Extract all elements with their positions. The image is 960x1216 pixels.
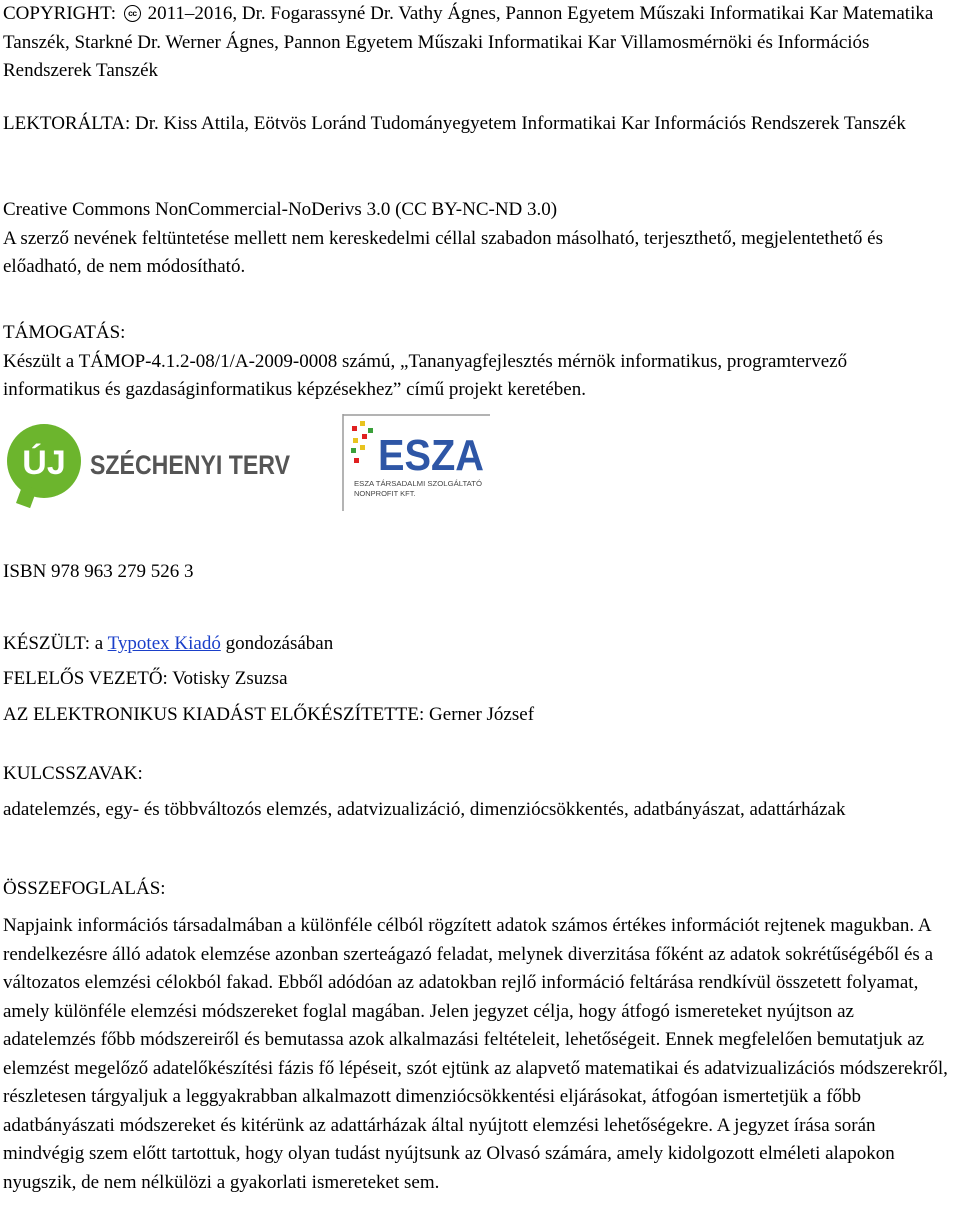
szechenyi-terv-logo	[6, 418, 324, 510]
support-text: Készült a TÁMOP-4.1.2-08/1/A-2009-0008 számú, „Tananyagfejlesztés mérnök informatikus, programtervező informatikus és gazdaságinformatikus képzésekhez” című projekt keretében.	[3, 350, 848, 400]
isbn: ISBN 978 963 279 526 3	[3, 561, 194, 582]
license-paragraph	[3, 196, 948, 282]
esza-square-green-2	[351, 448, 356, 453]
copyright-label: COPYRIGHT:	[3, 3, 117, 24]
electronic-edition-label: AZ ELEKTRONIKUS KIADÁST ELŐKÉSZÍTETTE:	[3, 704, 425, 725]
summary-label: ÖSSZEFOGLALÁS:	[3, 878, 166, 899]
szechenyi-terv-text: SZÉCHENYI TERV	[90, 450, 324, 480]
esza-square-green	[368, 428, 373, 433]
reviewer-label: LEKTORÁLTA:	[3, 113, 131, 134]
logo-row	[0, 414, 960, 514]
esza-square-red-3	[354, 458, 359, 463]
esza-logo	[342, 414, 492, 511]
license-title: Creative Commons NonCommercial-NoDerivs 3.0 (CC BY-NC-ND 3.0)	[3, 199, 558, 220]
support-paragraph	[3, 319, 948, 405]
publisher-prefix: a	[94, 633, 104, 654]
esza-subtitle-1: ESZA TÁRSADALMI SZOLGÁLTATÓ	[354, 479, 483, 488]
creative-commons-icon: cc	[124, 5, 141, 22]
publisher-line	[3, 630, 948, 659]
publisher-label: KÉSZÜLT:	[3, 633, 91, 654]
keywords-label: KULCSSZAVAK:	[3, 763, 143, 784]
license-text: A szerző nevének feltüntetése mellett nem kereskedelmi céllal szabadon másolható, terjeszthető, megjelentethető és előadható, de nem módosítható.	[3, 227, 883, 277]
esza-square-yellow	[360, 421, 365, 426]
summary-text: Napjaink információs társadalmában a különféle célból rögzített adatok számos értékes információt rejtenek magukban. A rendelkezésre álló adatok elemzése azonban szerteágazó feladat, melynek diverzitása főként az adatok sokrétűségéből és a változatos elemzési célokból fakad. Ebből adódóan az adatokban rejlő információ feltárása rendkívül összetett folyamat, amely különféle elemzési módszereket foglal magában. Jelen jegyzet célja, hogy átfogó ismereteket nyújtson az adatelemzés főbb módszereiről és bemutassa azok alkalmazási feltételeit, lehetőségeit. Ennek megfelelően bemutatjuk az elemzést megelőző adatelőkészítési fázis fő lépéseit, szót ejtünk az alapvető matematikai és adatvizualizációs módszerekről, részletesen tárgyaljuk a leggyakrabban alkalmazott dimenziócsökkentési eljárásokat, átfogóan ismertetjük a főbb adatbányászati módszereket és kitérünk az adattárházak által nyújtott elemzési lehetőségekre. A jegyzet írása során mindvégig szem előtt tartottuk, hogy olyan tudást nyújtsunk az Olvasó számára, amely kidolgozott elméleti alapokon nyugszik, de nem nélkülözi a gyakorlati ismereteket sem.	[3, 915, 948, 1193]
responsible-label: FELELŐS VEZETŐ:	[3, 668, 168, 689]
responsible-text: Votisky Zsuzsa	[172, 668, 288, 689]
responsible-line	[3, 665, 948, 694]
esza-square-red	[352, 426, 357, 431]
esza-subtitle-2: NONPROFIT KFT.	[354, 489, 416, 498]
esza-square-red-2	[362, 434, 367, 439]
electronic-edition-text: Gerner József	[429, 704, 535, 725]
esza-main-text: ESZA	[378, 431, 484, 480]
esza-square-yellow-2	[353, 438, 358, 443]
copyright-text: 2011–2016, Dr. Fogarassyné Dr. Vathy Ágnes, Pannon Egyetem Műszaki Informatikai Kar Matematika Tanszék, Starkné Dr. Werner Ágnes, Pannon Egyetem Műszaki Informatikai Kar Villamosmérnöki és Információs Rendszerek Tanszék	[3, 3, 934, 81]
copyright-paragraph	[3, 0, 948, 86]
support-label: TÁMOGATÁS:	[3, 322, 126, 343]
typotex-link[interactable]: Typotex Kiadó	[107, 633, 221, 654]
reviewer-paragraph	[3, 110, 948, 139]
publisher-suffix: gondozásában	[225, 633, 334, 654]
electronic-edition-line	[3, 701, 948, 730]
szechenyi-badge-text: ÚJ	[22, 444, 66, 482]
esza-square-yellow-3	[360, 445, 365, 450]
keywords-text: adatelemzés, egy- és többváltozós elemzés, adatvizualizáció, dimenziócsökkentés, adatbányászat, adattárházak	[3, 799, 846, 820]
reviewer-text: Dr. Kiss Attila, Eötvös Loránd Tudományegyetem Informatikai Kar Információs Rendszerek Tanszék	[135, 113, 906, 134]
